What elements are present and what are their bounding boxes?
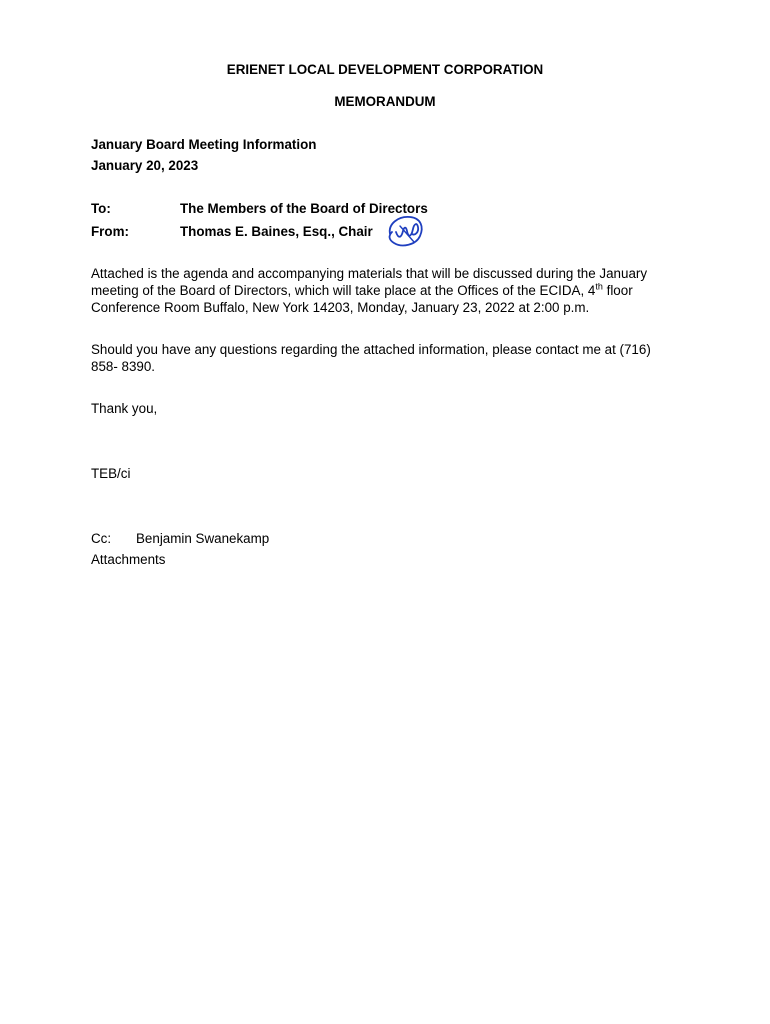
- from-label: From:: [91, 224, 129, 239]
- body-paragraph-contact: [91, 341, 691, 375]
- body-line: 858- 8390.: [91, 359, 156, 374]
- body-line: meeting of the Board of Directors, which will take place at the Offices of the ECIDA, 4th floor: [91, 281, 633, 298]
- memo-date: January 20, 2023: [91, 158, 199, 173]
- cc-recipient: Benjamin Swanekamp: [136, 531, 270, 546]
- typist-initials: TEB/ci: [91, 466, 131, 481]
- memo-subject: January Board Meeting Information: [91, 137, 317, 152]
- body-line: Attached is the agenda and accompanying materials that will be discussed during the January: [91, 266, 648, 281]
- from-sender: Thomas E. Baines, Esq., Chair: [180, 224, 373, 239]
- to-label: To:: [91, 201, 111, 216]
- closing-text: Thank you,: [91, 401, 158, 416]
- signature-icon: [384, 212, 426, 250]
- cc-label: Cc:: [91, 531, 112, 546]
- organization-name: ERIENET LOCAL DEVELOPMENT CORPORATION: [226, 62, 544, 77]
- body-paragraph-agenda: [91, 265, 691, 316]
- document-type: MEMORANDUM: [334, 94, 436, 109]
- body-line: Should you have any questions regarding the attached information, please contact me at (716): [91, 342, 651, 357]
- attachments-note: Attachments: [91, 552, 166, 567]
- ordinal-suffix: th: [595, 281, 603, 292]
- body-line: Conference Room Buffalo, New York 14203, Monday, January 23, 2022 at 2:00 p.m.: [91, 300, 590, 315]
- to-recipient: The Members of the Board of Directors: [180, 201, 428, 216]
